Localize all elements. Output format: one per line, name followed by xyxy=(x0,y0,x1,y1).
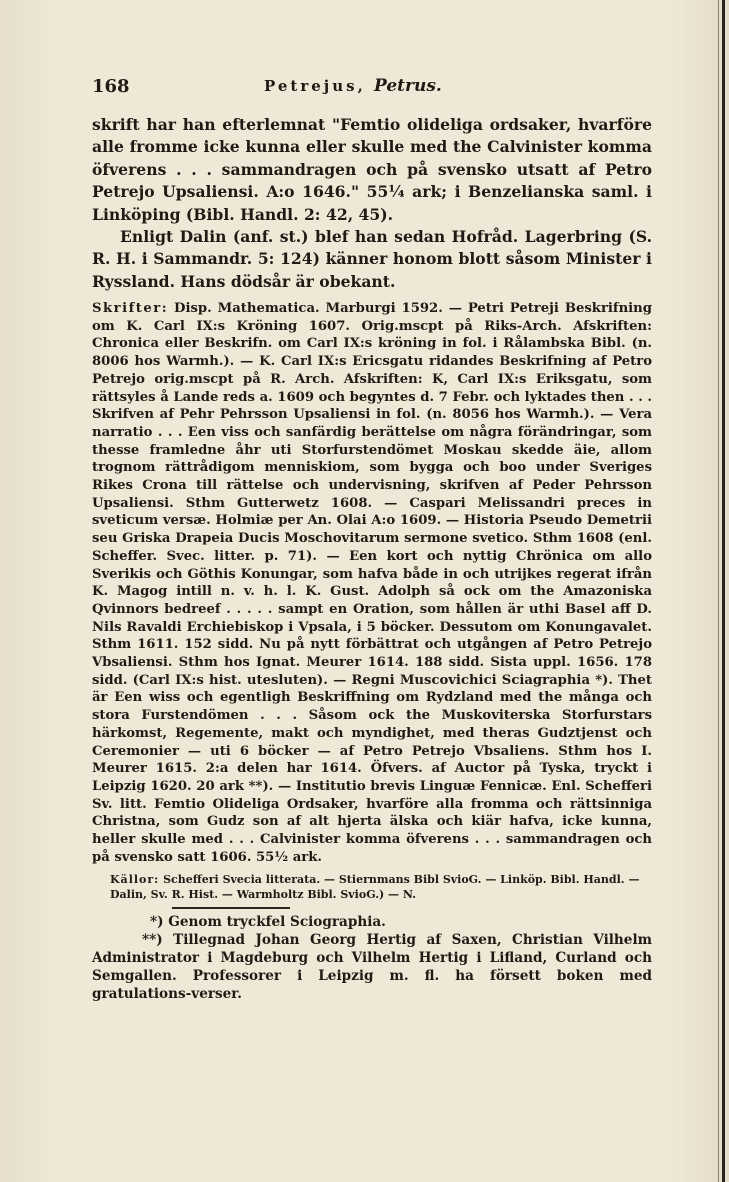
skrifter-section xyxy=(92,300,652,867)
skrifter-heading: Skrifter: xyxy=(92,301,169,316)
footnote-rule xyxy=(172,907,290,909)
footnote-1: *) Genom tryckfel Sciographia. xyxy=(150,914,386,930)
footnotes xyxy=(92,913,652,1003)
main-text xyxy=(92,114,652,293)
running-head-italic: Petrus. xyxy=(374,76,442,96)
page-header xyxy=(92,76,672,102)
page-edge-line xyxy=(718,0,719,1182)
footnote-2: **) Tillegnad Johan Georg Hertig af Saxen, Christian Vilhelm Administrator i Magdeburg och Vilhelm Hertig i Lifland, Curland och Semgallen. Professorer i Leipzig m. fl. ha försett boken med gratulations-verser. xyxy=(92,932,652,1002)
kallor-section xyxy=(110,872,655,902)
paragraph-1: skrift har han efterlemnat "Femtio olideliga ordsaker, hvarföre alle fromme icke kunna eller skulle med the Calvinister komma öfverens . . . sammandragen och på svensko utsatt af Petro Petrejo Upsaliensi. A:o 1646." 55¼ ark; i Benzelianska saml. i Linköping (Bibl. Handl. 2: 42, 45). xyxy=(92,115,652,224)
running-head xyxy=(264,76,442,96)
running-head-name: Petrejus, xyxy=(264,77,366,95)
page-edge-shadow xyxy=(722,0,725,1182)
skrifter-paragraph xyxy=(92,300,652,867)
page-number: 168 xyxy=(92,76,130,97)
kallor-text: Schefferi Svecia litterata. — Stiernmans Bibl SvioG. — Linköp. Bibl. Handl. — Dalin, Sv. R. Hist. — Warmholtz Bibl. SvioG.) — N. xyxy=(110,873,640,901)
kallor-heading: Källor: xyxy=(110,873,160,886)
paragraph-2: Enligt Dalin (anf. st.) blef han sedan Hofråd. Lagerbring (S. R. H. i Sammandr. 5: 124) känner honom blott såsom Minister i Ryssland. Hans dödsår är obekant. xyxy=(92,227,652,291)
skrifter-text: Disp. Mathematica. Marburgi 1592. — Petri Petreji Beskrifning om K. Carl IX:s Kröning 1607. Orig.mscpt på Riks-Arch. Afskriften: Chronica eller Beskrifn. om Carl IX:s kröning in fol. i Rålambska Bibl. (n. 8006 hos Warmh.). — K. Carl IX:s Ericsgatu ridandes Beskrifning af Petro Petrejo orig.mscpt på R. Arch. Afskriften: K, Carl IX:s Eriksgatu, som rättsyles å Lande reds a. 1609 och begyntes d. 7 Febr. och lyktades then . . . Skrifven af Pehr Pehrsson Upsaliensi in fol. (n. 8056 hos Warmh.). — Vera narratio . . . Een viss och sanfärdig berättelse om några förändringar, som thesse framledne åhr uti Storfurstendömet Moskau skedde äie, allom trognom rättrådigom menniskiom, som bygga och boo under Sveriges Rikes Crona till rättelse och undervisning, skrifven af Peder Pehrsson Upsaliensi. Sthm Gutterwetz 1608. — Caspari Melissandri preces in sveticum versæ. Holmiæ per An. Olai A:o 1609. — Historia Pseudo Demetrii seu Griska Drapeia Ducis Moschovitarum sermone svetico. Sthm 1608 (enl. Scheffer. Svec. litter. p. 71). — Een kort och nyttig Chrönica om allo Sverikis och Göthis Konungar, som hafva både in och utrijkes regerat ifrån K. Magog intill n. v. h. l. K. Gust. Adolph så ock om the Amazoniska Qvinnors bedreef . . . . . sampt en Oration, som hållen är uthi Basel aff D. Nils Ravaldi Erchiebiskop i Vpsala, i 5 böcker. Dessutom om Konungavalet. Sthm 1611. 152 sidd. Nu på nytt förbättrat och utgången af Petro Petrejo Vbsaliensi. Sthm hos Ignat. Meurer 1614. 188 sidd. Sista uppl. 1656. 178 sidd. (Carl IX:s hist. utesluten). — Regni Muscovichici Sciagraphia *). Thet är Een wiss och egentligh Beskriffning om Rydzland med the många och stora Furstendömen . . . Såsom ock the Muskoviterska Storfurstars härkomst, Regemente, makt och myndighet, med theras Gudztjenst och Ceremonier — uti 6 böcker — af Petro Petrejo Vbsaliens. Sthm hos I. Meurer 1615. 2:a delen har 1614. Öfvers. af Auctor på Tyska, tryckt i Leipzig 1620. 20 ark **). — Institutio brevis Linguæ Fennicæ. Enl. Schefferi Sv. litt. Femtio Olideliga Ordsaker, hvarföre alla fromma och rättsinniga Christna, som Gudz son af alt hjerta älska och kiär hafva, icke kunna, heller skulle med . . . Calvinister komma öfverens . . . sammandragen och på svensko satt 1606. 55½ ark. xyxy=(92,301,652,865)
